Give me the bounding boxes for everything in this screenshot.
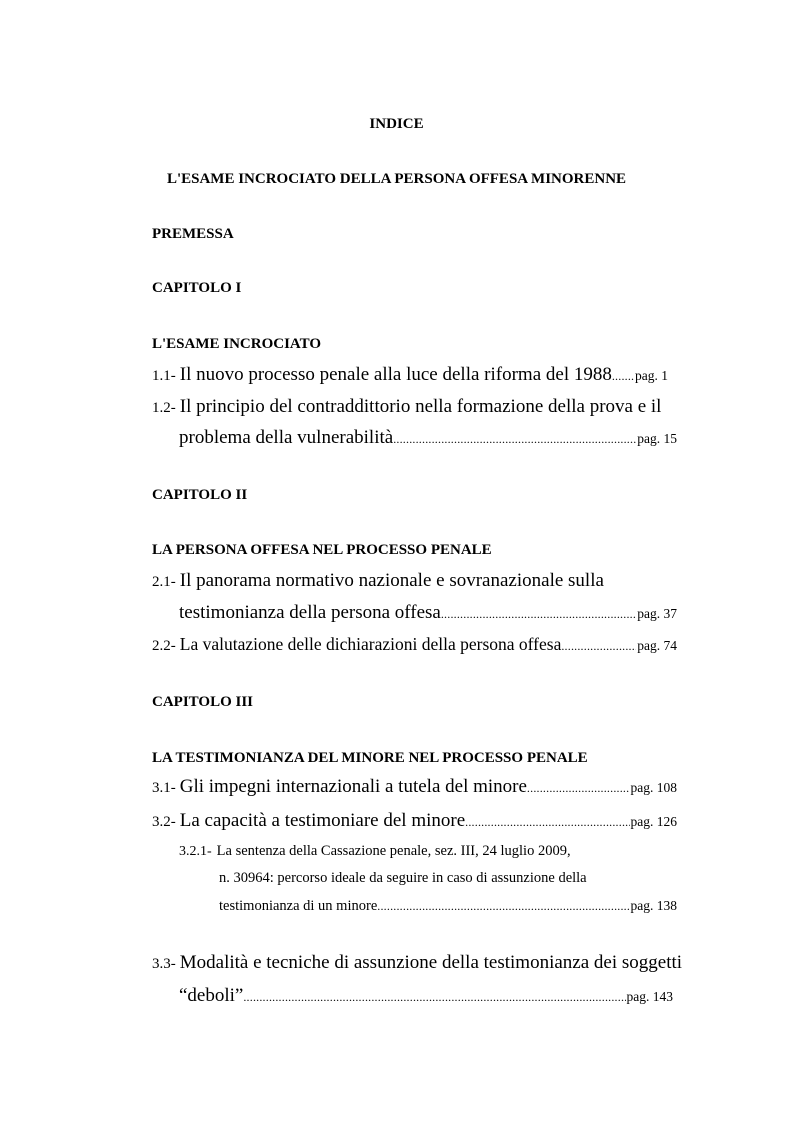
leader-dots bbox=[377, 899, 629, 914]
leader-dots bbox=[561, 639, 636, 654]
leader-dots bbox=[465, 815, 629, 830]
entry-title-cont: n. 30964: percorso ideale da seguire in caso di assunzione della bbox=[219, 870, 587, 886]
toc-entry-3-2-1-cont1[interactable] bbox=[219, 870, 587, 887]
toc-entry-2-1[interactable] bbox=[152, 570, 604, 592]
leader-dots bbox=[243, 990, 625, 1005]
toc-entry-2-1-cont[interactable] bbox=[179, 602, 677, 624]
entry-title: La valutazione delle dichiarazioni della persona offesa bbox=[179, 634, 562, 654]
toc-entry-1-2[interactable] bbox=[152, 396, 661, 418]
chapter-2-heading: LA PERSONA OFFESA NEL PROCESSO PENALE bbox=[152, 542, 492, 558]
toc-entry-3-2[interactable] bbox=[152, 810, 677, 832]
toc-entry-1-2-cont[interactable] bbox=[179, 427, 677, 449]
entry-title: Modalità e tecniche di assunzione della testimonianza dei soggetti bbox=[179, 952, 683, 973]
chapter-3-heading: LA TESTIMONIANZA DEL MINORE NEL PROCESSO PENALE bbox=[152, 750, 588, 766]
toc-entry-3-2-1-cont2[interactable] bbox=[219, 898, 677, 915]
entry-title-cont: testimonianza di un minore bbox=[219, 898, 378, 914]
leader-dots bbox=[393, 432, 636, 447]
entry-title-cont: testimonianza della persona offesa bbox=[179, 602, 441, 623]
chapter-2-label: CAPITOLO II bbox=[152, 487, 248, 503]
chapter-1-label: CAPITOLO I bbox=[152, 280, 242, 296]
entry-title: La sentenza della Cassazione penale, sez. III, 24 luglio 2009, bbox=[216, 843, 571, 859]
entry-title: Il panorama normativo nazionale e sovranazionale sulla bbox=[179, 570, 604, 591]
chapter-1-heading: L'ESAME INCROCIATO bbox=[152, 336, 322, 352]
document-subtitle: L'ESAME INCROCIATO DELLA PERSONA OFFESA MINORENNE bbox=[166, 171, 627, 187]
entry-number: 3.2- bbox=[152, 814, 176, 830]
entry-page: pag. 126 bbox=[630, 814, 677, 829]
leader-dots bbox=[612, 369, 634, 384]
entry-number: 2.1- bbox=[152, 574, 176, 590]
entry-number: 1.1- bbox=[152, 368, 176, 384]
entry-page: pag. 37 bbox=[637, 606, 677, 621]
toc-entry-3-2-1[interactable] bbox=[179, 843, 571, 860]
entry-number: 3.1- bbox=[152, 780, 176, 796]
toc-entry-2-2[interactable] bbox=[152, 634, 677, 655]
toc-entry-3-3-cont[interactable] bbox=[179, 985, 673, 1007]
entry-page: pag. 138 bbox=[630, 898, 677, 913]
chapter-3-label: CAPITOLO III bbox=[152, 694, 254, 710]
entry-page: pag. 1 bbox=[635, 368, 668, 383]
entry-title: La capacità a testimoniare del minore bbox=[179, 810, 466, 831]
entry-page: pag. 74 bbox=[637, 638, 677, 653]
entry-title: Il nuovo processo penale alla luce della riforma del 1988 bbox=[179, 364, 612, 385]
entry-page: pag. 15 bbox=[637, 431, 677, 446]
entry-page: pag. 143 bbox=[626, 989, 673, 1004]
entry-number: 2.2- bbox=[152, 638, 176, 654]
leader-dots bbox=[527, 781, 630, 796]
entry-number: 3.3- bbox=[152, 956, 176, 972]
premessa-heading: PREMESSA bbox=[152, 226, 234, 242]
page-title: INDICE bbox=[369, 116, 424, 132]
entry-title-cont: “deboli” bbox=[179, 985, 244, 1006]
entry-number: 3.2.1- bbox=[179, 844, 212, 859]
entry-page: pag. 108 bbox=[630, 780, 677, 795]
toc-entry-3-3[interactable] bbox=[152, 952, 682, 974]
entry-title: Il principio del contraddittorio nella formazione della prova e il bbox=[179, 396, 662, 417]
entry-number: 1.2- bbox=[152, 400, 176, 416]
toc-entry-3-1[interactable] bbox=[152, 776, 677, 798]
entry-title: Gli impegni internazionali a tutela del minore bbox=[179, 776, 527, 797]
toc-entry-1-1[interactable] bbox=[152, 364, 668, 386]
entry-title-cont: problema della vulnerabilità bbox=[179, 427, 394, 448]
leader-dots bbox=[441, 607, 636, 622]
